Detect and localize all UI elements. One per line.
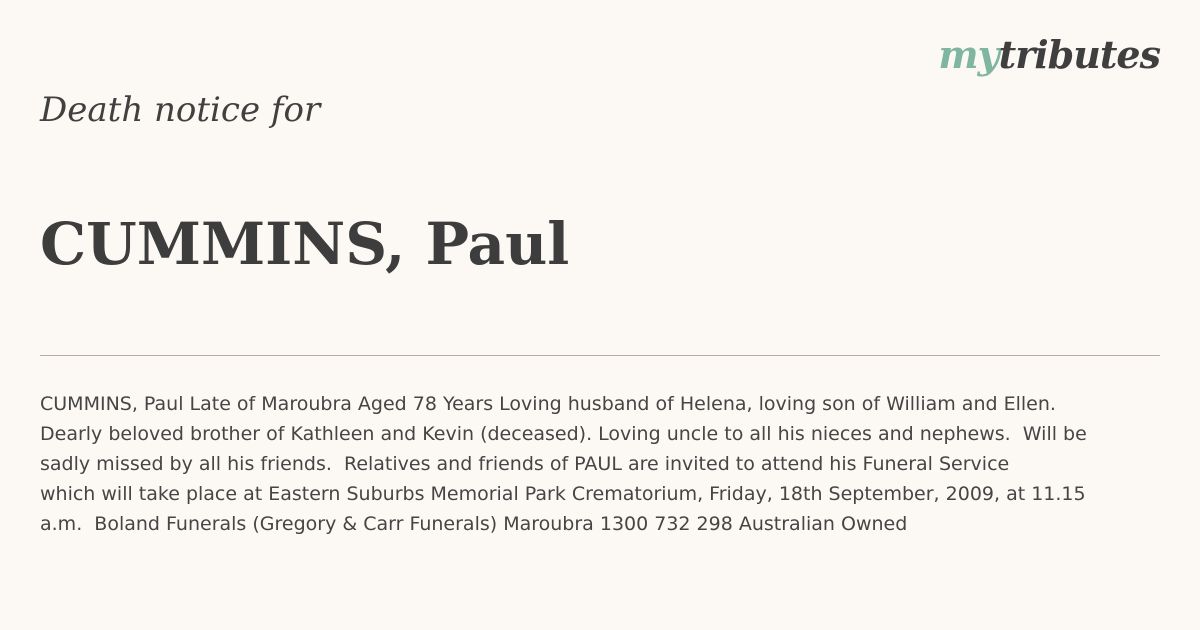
page-subtitle: Death notice for [40, 90, 321, 130]
notice-line: which will take place at Eastern Suburbs Memorial Park Crematorium, Friday, 18th September, 2009, at 11.15 [40, 483, 1086, 505]
divider [40, 355, 1160, 356]
logo-tributes: tributes [998, 32, 1160, 77]
notice-line: CUMMINS, Paul Late of Maroubra Aged 78 Years Loving husband of Helena, loving son of William and Ellen. [40, 393, 1056, 415]
notice-line: Dearly beloved brother of Kathleen and Kevin (deceased). Loving uncle to all his nieces and nephews. Will be [40, 423, 1087, 445]
deceased-name: CUMMINS, Paul [40, 210, 570, 278]
notice-text [40, 389, 1150, 539]
mytributes-logo [938, 32, 1160, 77]
notice-line: sadly missed by all his friends. Relatives and friends of PAUL are invited to attend his Funeral Service [40, 453, 1010, 475]
logo-my: my [938, 32, 999, 77]
notice-line: a.m. Boland Funerals (Gregory & Carr Funerals) Maroubra 1300 732 298 Australian Owned [40, 513, 908, 535]
